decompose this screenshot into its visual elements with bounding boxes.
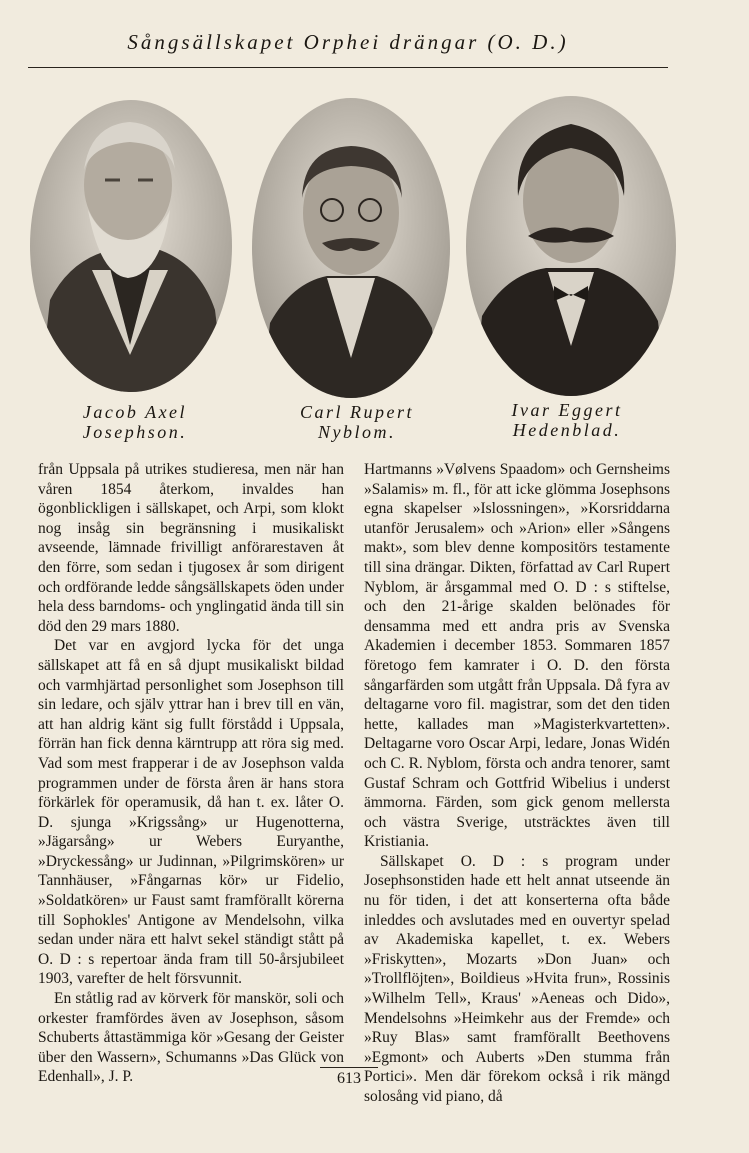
caption-nyblom bbox=[262, 402, 452, 442]
caption-line: Carl Rupert bbox=[299, 402, 414, 422]
footer-rule bbox=[320, 1067, 378, 1068]
paragraph: Hartmanns »Vølvens Spaadom» och Gernsheims »Salamis» m. fl., för att icke glömma Josephsons egna skapelser »Islossningen», »Korsriddarna utanför Jerusalem» och »Arion» eller »Sångens makt», som blev denne kompositörs testamente till sina drängar. Dikten, författad av Carl Rupert Nyblom, är årsgammal med O. D : s stiftelse, och den 21-årige skalden belönades för densamma med ett andra pris av Svenska Akademien i december 1853. Sommaren 1857 företogo fem kamrater i O. D. den första sångarfärden som utgått från Uppsala. Då fyra av deltagarne voro fil. magistrar, som det den tiden hette, kallades man »Magisterkvartetten». Deltagarne voro Oscar Arpi, ledare, Jonas Widén och C. R. Nyblom, första och andra tenorer, samt Gustaf Schram och Gottfrid Wibelius i underst ämmorna. Färden, som gick genom mellersta och västra Sverige, utsträcktes även till Kristiania. bbox=[364, 461, 670, 851]
caption-line: Josephson. bbox=[82, 422, 188, 442]
portrait-hedenblad bbox=[466, 96, 676, 396]
running-header: Sångsällskapet Orphei drängar (O. D.) bbox=[127, 30, 569, 54]
paragraph: Sällskapet O. D : s program under Josephsonstiden hade ett helt annat utseende än nu för tiden, i det att konserterna ofta både inleddes och avslutades med en ouvertyr spelad av Akademiska kapellet, t. ex. Webers »Friskytten», Mozarts »Don Juan» och »Trollflöjten», Boildieus »Hvita frun», Rossinis »Wilhelm Tell», Kraus' »Aeneas och Dido», Mendelsohns »Heimkehr aus der Fremde» och »Ruy Blas» samt framförallt Beethovens »Egmont» och Auberts »Den stumma från Portici». Men där förekom också i rik mängd solosång vid piano, då bbox=[364, 852, 670, 1105]
paragraph: Det var en avgjord lycka för det unga sällskapet att få en så djupt musikaliskt bildad och varmhjärtad personlighet som Josephson till sin ledare, och själv yttrar han i brev till en vän, att han aldrig känt sig fullt förstådd i Uppsala, förrän han fick denna kärntrupp att röra sig med. Vad som mest frapperar i de av Josephson valda programmen under de första åren är hans stora förkärlek för operamusik, då han t. ex. låter O. D. sjunga »Krigssång» ur Hugenotterna, »Jägarsång» ur Webers Euryanthe, »Dryckessång» ur Judinnan, »Pilgrimskören» ur Tannhäuser, »Fångarnas kör» ur Fidelio, »Soldatkören» ur Faust samt framförallt körerna till Sophokles' Antigone av Mendelsohn, vilka sedan under nära ett halvt sekel ständigt stått på O. D : s repertoar ända fram till 50-årsjubileet 1903, varefter de helt försvunnit. bbox=[38, 637, 344, 988]
header-rule bbox=[28, 67, 668, 68]
text-column-left bbox=[38, 460, 344, 1087]
caption-line: Hedenblad. bbox=[512, 420, 622, 440]
portrait-josephson bbox=[30, 100, 232, 392]
paragraph: En ståtlig rad av körverk för manskör, soli och orkester framfördes även av Josephson, såsom Schuberts åttastämmiga kör »Gesang der Geister über den Wassern», Schumanns »Das Glück von Edenhall», J. P. bbox=[38, 990, 344, 1086]
text-column-right bbox=[364, 460, 670, 1107]
caption-josephson bbox=[40, 402, 230, 442]
caption-line: Nyblom. bbox=[318, 422, 396, 442]
caption-line: Ivar Eggert bbox=[511, 400, 623, 420]
caption-line: Jacob Axel bbox=[82, 402, 188, 422]
page-number: 613 bbox=[337, 1070, 361, 1087]
caption-hedenblad bbox=[472, 400, 662, 440]
paragraph: från Uppsala på utrikes studieresa, men när han våren 1854 återkom, invaldes han ögonblickligen i sällskapet, och Arpi, som klokt nog insåg sin begränsning i musikaliskt avseende, lämnade frivilligt anförarestaven åt den förre, som sedan i tjugosex år som dirigent och ordförande ledde sångsällskapets öden under hela dess barndoms- och ynglingatid ända till sin död den 29 mars 1880. bbox=[38, 461, 344, 635]
portrait-nyblom bbox=[252, 98, 450, 398]
